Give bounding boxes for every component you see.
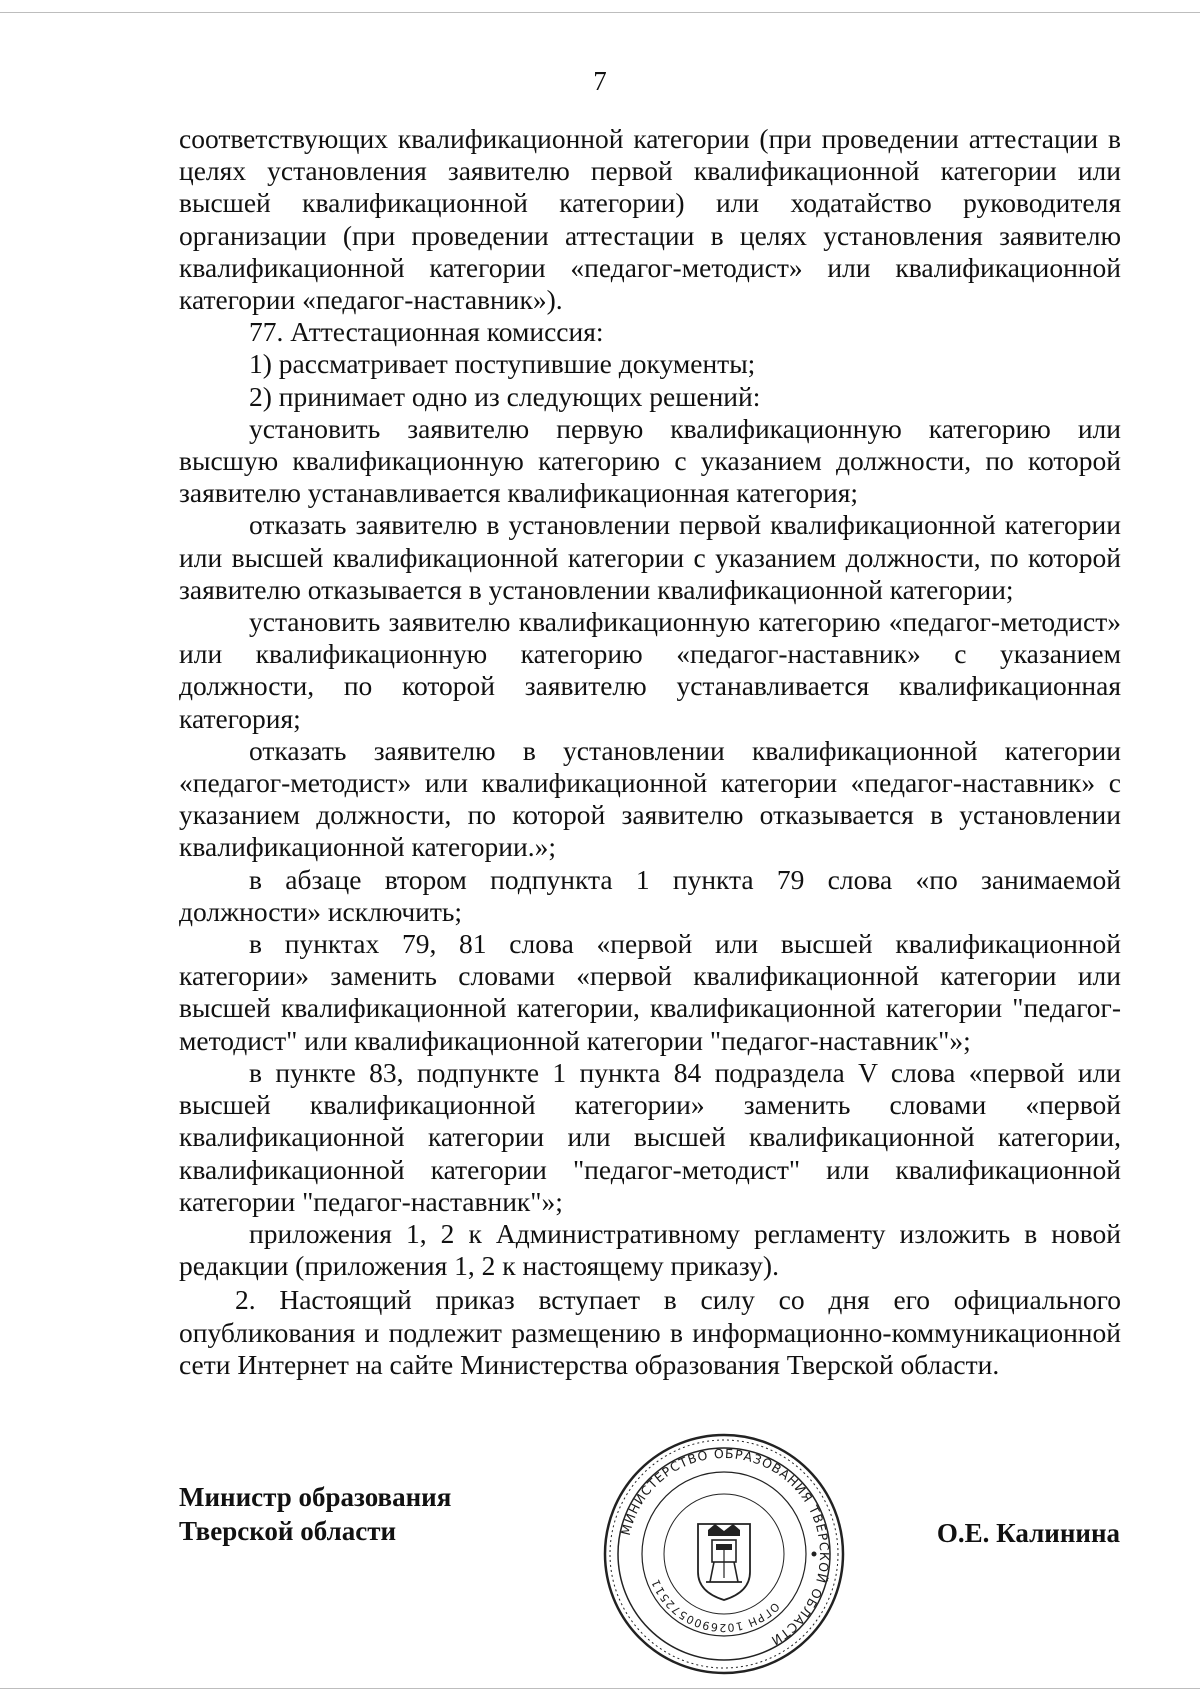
coat-of-arms-icon	[698, 1524, 750, 1600]
seal-outer-text: МИНИСТЕРСТВО ОБРАЗОВАНИЯ ТВЕРСКОЙ ОБЛАСТИ	[617, 1445, 833, 1649]
paragraph-amendment-79: в абзаце втором подпункта 1 пункта 79 слова «по занимаемой должности» исключить;	[179, 863, 1121, 927]
signatory-title	[179, 1480, 451, 1548]
signatory-title-line2: Тверской области	[179, 1516, 397, 1546]
official-seal	[602, 1432, 846, 1676]
paragraph-continuation: соответствующих квалификационной категории (при проведении аттестации в целях установления заявителю первой квалификационной категории или высшей квалификационной категории) или ходатайство руководителя организации (при проведении аттестации в целях установления заявителю квалификационной категории «педагог-методист» или квалификационной категории «педагог-наставник»).	[179, 123, 1121, 316]
paragraph-item-77: 77. Аттестационная комиссия:	[249, 316, 604, 348]
paragraph-appendices: приложения 1, 2 к Административному регламенту изложить в новой редакции (приложения 1, 2 к настоящему приказу).	[179, 1217, 1121, 1282]
scan-edge-bottom	[0, 1688, 1200, 1689]
signatory-title-line1: Министр образования	[179, 1482, 452, 1512]
paragraph-amendment-79-81: в пунктах 79, 81 слова «первой или высшей квалификационной категории» заменить словами «первой квалификационной категории или высшей квалификационной категории, квалификационной категории "педагог-методист" или квалификационной категории "педагог-наставник"»;	[179, 928, 1121, 1056]
paragraph-subitem-2: 2) принимает одно из следующих решений:	[249, 380, 761, 412]
paragraph-decision-2: отказать заявителю в установлении первой квалификационной категории или высшей квалификационной категории с указанием должности, по которой заявителю отказывается в установлении квалификационной категории;	[179, 509, 1121, 605]
paragraph-subitem-1: 1) рассматривает поступившие документы;	[249, 348, 756, 380]
paragraph-decision-4: отказать заявителю в установлении квалификационной категории «педагог-методист» или квалификационной категории «педагог-наставник» с указанием должности, по которой заявителю отказывается в установлении квалификационной категории.»;	[179, 734, 1121, 863]
paragraph-decision-1: установить заявителю первую квалификационную категорию или высшую квалификационную категорию с указанием должности, по которой заявителю устанавливается квалификационная категория;	[179, 412, 1121, 509]
scan-edge-top	[0, 12, 1200, 13]
page-number: 7	[593, 66, 607, 96]
seal-ogrn-text: ОГРН 1026900572511	[648, 1576, 782, 1635]
seal-star-icon	[812, 1552, 817, 1557]
paragraph-entry-into-force: 2. Настоящий приказ вступает в силу со дня его официального опубликования и подлежит размещению в информационно-коммуникационной сети Интернет на сайте Министерства образования Тверской области.	[179, 1284, 1121, 1380]
body-text	[179, 123, 1121, 1381]
signatory-name: О.Е. Калинина	[936, 1518, 1120, 1548]
paragraph-amendment-83-84: в пункте 83, подпункте 1 пункта 84 подраздела V слова «первой или высшей квалификационной категории» заменить словами «первой квалификационной категории или высшей квалификационной категории, квалификационной категории "педагог-методист" или квалификационной категории "педагог-наставник"»;	[179, 1056, 1121, 1217]
paragraph-decision-3: установить заявителю квалификационную категорию «педагог-методист» или квалификационную категорию «педагог-наставник» с указанием должности, по которой заявителю устанавливается квалификационная категория;	[179, 606, 1121, 734]
